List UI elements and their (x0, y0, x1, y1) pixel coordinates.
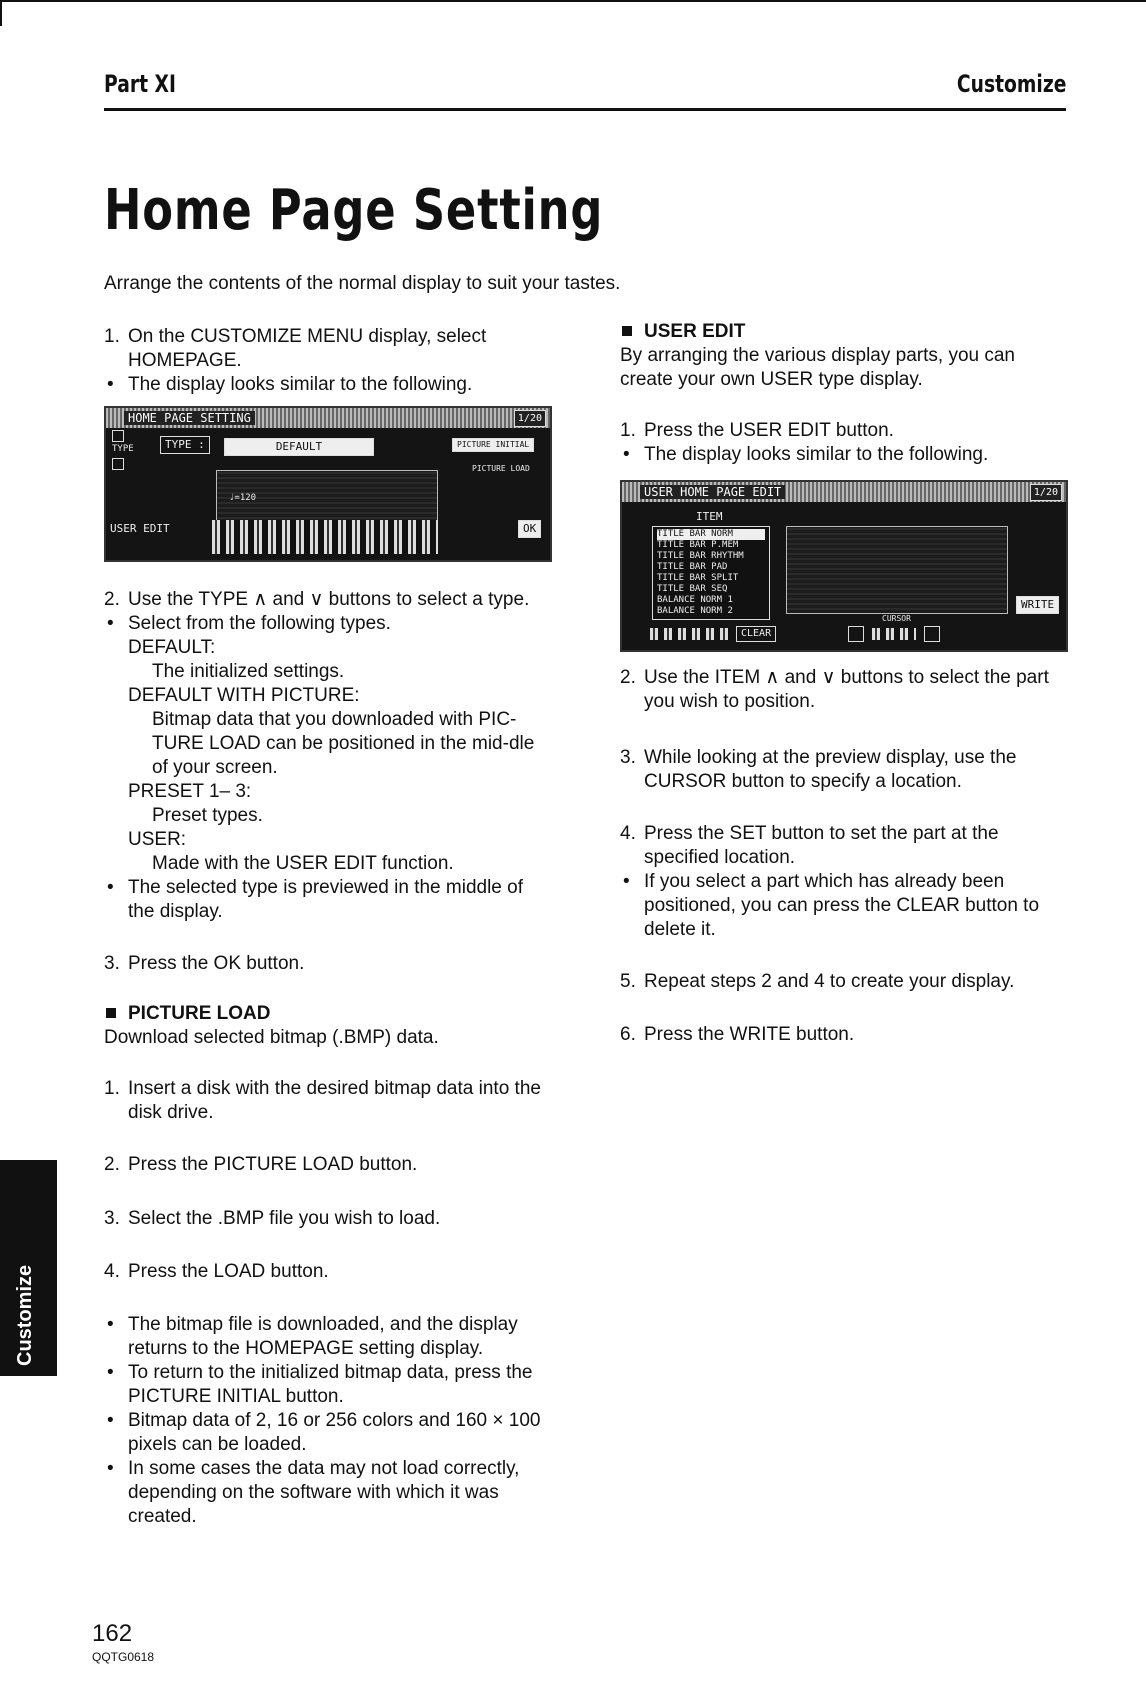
item-3[interactable]: TITLE BAR PAD (657, 562, 728, 572)
type-default-picture-desc: Bitmap data that you downloaded with PIC-TURE LOAD can be positioned in the mid-dle of your screen. (152, 709, 535, 778)
user-edit-step-5: 5. Repeat steps 2 and 4 to create your display. (620, 971, 1015, 992)
type-user-desc: Made with the USER EDIT function. (152, 853, 454, 874)
type-preset-name: PRESET 1– 3: (128, 781, 252, 802)
item-6[interactable]: BALANCE NORM 1 (657, 595, 733, 605)
type-default-desc: The initialized settings. (152, 661, 345, 682)
screen-title: HOME PAGE SETTING (124, 411, 255, 425)
side-tab (0, 1160, 57, 1376)
step-3: 3. Press the OK button. (104, 953, 305, 974)
screen2-title-bar (622, 482, 1066, 502)
user-edit-button[interactable]: USER EDIT (110, 522, 170, 535)
picture-load-button[interactable]: PICTURE LOAD (472, 464, 530, 473)
picture-load-step-1: 1. Insert a disk with the desired bitmap data into the disk drive. (104, 1078, 541, 1123)
picture-load-bullet-3: • Bitmap data of 2, 16 or 256 colors and 160 × 100 pixels can be loaded. (104, 1409, 550, 1457)
step-3-text: Press the OK button. (128, 953, 305, 974)
step-1-text: On the CUSTOMIZE MENU display, select HOMEPAGE. (128, 326, 487, 371)
cursor-label: CURSOR (882, 614, 911, 623)
type-up-button[interactable] (112, 430, 124, 442)
user-edit-step-6: 6. Press the WRITE button. (620, 1024, 855, 1045)
type-thumbnail-strip (212, 520, 438, 554)
header-rule (104, 108, 1066, 111)
screen2-title: USER HOME PAGE EDIT (640, 485, 785, 499)
picture-load-step-3: 3. Select the .BMP file you wish to load. (104, 1208, 441, 1229)
picture-load-bullet-4: • In some cases the data may not load correctly, depending on the software with which it was created. (104, 1457, 550, 1529)
type-value[interactable]: DEFAULT (224, 438, 374, 456)
left-column-continued (104, 588, 550, 1529)
step-1: 1. On the CUSTOMIZE MENU display, select HOMEPAGE. (104, 326, 487, 371)
screen2-page-indicator: 1/20 (1030, 484, 1062, 501)
step-1-bullet: • The display looks similar to the following. (104, 373, 550, 397)
item-label: ITEM (696, 510, 723, 523)
page-number: 162 (92, 1620, 133, 1647)
type-side-label: TYPE (112, 444, 134, 454)
picture-load-bullet-1: • The bitmap file is downloaded, and the display returns to the HOMEPAGE setting display. (104, 1313, 550, 1361)
type-default-picture-name: DEFAULT WITH PICTURE: (128, 685, 360, 706)
user-edit-step-2: 2. Use the ITEM ∧ and ∨ buttons to select the part you wish to position. (620, 667, 1049, 712)
step-2-bullet-2: • The selected type is previewed in the middle of the display. (104, 876, 550, 924)
preview-tempo: ♩=120 (229, 493, 257, 503)
item-2[interactable]: TITLE BAR RHYTHM (657, 551, 744, 561)
picture-load-step-2: 2. Press the PICTURE LOAD button. (104, 1154, 418, 1175)
item-7[interactable]: BALANCE NORM 2 (657, 606, 733, 616)
write-button[interactable]: WRITE (1016, 596, 1059, 614)
picture-load-bullet-2: • To return to the initialized bitmap data, press the PICTURE INITIAL button. (104, 1361, 550, 1409)
cursor-right-button[interactable] (924, 626, 940, 642)
user-edit-step-4-bullet: • If you select a part which has already been positioned, you can press the CLEAR button to delete it. (620, 870, 1066, 942)
item-4[interactable]: TITLE BAR SPLIT (657, 573, 739, 583)
cursor-left-button[interactable] (848, 626, 864, 642)
user-edit-step-3: 3. While looking at the preview display, use the CURSOR button to specify a location. (620, 747, 1017, 792)
item-1[interactable]: TITLE BAR P.MEM (657, 540, 739, 550)
type-user-name: USER: (128, 829, 187, 850)
type-down-button[interactable] (112, 458, 124, 470)
side-tab-label: Customize (14, 1264, 36, 1366)
picture-load-step-4: 4. Press the LOAD button. (104, 1261, 329, 1282)
header-part: Part XI (104, 70, 176, 98)
user-edit-heading: USER EDIT (620, 320, 1066, 344)
user-homepage-edit-screen (620, 480, 1068, 652)
type-default-name: DEFAULT: (128, 637, 216, 658)
item-scroll-strip[interactable] (650, 628, 730, 640)
item-list[interactable] (652, 526, 770, 620)
left-column (104, 325, 550, 397)
screen-title-bar (106, 408, 550, 428)
homepage-setting-screen (104, 406, 552, 562)
header-section: Customize (956, 70, 1066, 98)
user-edit-step-4: 4. Press the SET button to set the part at the specified location. (620, 823, 999, 868)
step-2: 2. Use the TYPE ∧ and ∨ buttons to select a type. (104, 589, 530, 610)
left-border-mark (0, 0, 2, 26)
page-title: Home Page Setting (104, 178, 604, 243)
type-label: TYPE : (160, 436, 210, 454)
step-2-text: Use the TYPE ∧ and ∨ buttons to select a type. (128, 589, 530, 610)
cursor-updown-button[interactable] (872, 628, 916, 640)
doc-code: QQTG0618 (92, 1650, 155, 1664)
edit-preview-area (786, 526, 1008, 614)
item-0[interactable]: TITLE BAR NORM (657, 529, 765, 540)
type-preset-desc: Preset types. (152, 805, 263, 826)
right-column-continued (620, 666, 1066, 1047)
step-2-bullet-1: • Select from the following types. (104, 612, 550, 636)
intro-text: Arrange the contents of the normal display to suit your tastes. (104, 273, 621, 294)
picture-initial-button[interactable]: PICTURE INITIAL (452, 438, 534, 452)
user-edit-desc: By arranging the various display parts, you can create your own USER type display. (620, 345, 1015, 390)
top-border (0, 0, 1146, 2)
picture-load-heading: PICTURE LOAD (104, 1002, 550, 1026)
item-5[interactable]: TITLE BAR SEQ (657, 584, 728, 594)
user-edit-step-1-bullet: • The display looks similar to the following. (620, 443, 1066, 467)
clear-button[interactable]: CLEAR (736, 626, 776, 642)
picture-load-desc: Download selected bitmap (.BMP) data. (104, 1027, 439, 1048)
user-edit-step-1: 1. Press the USER EDIT button. (620, 420, 894, 441)
right-column (620, 320, 1066, 467)
ok-button[interactable]: OK (518, 520, 541, 538)
page-indicator: 1/20 (514, 410, 546, 427)
